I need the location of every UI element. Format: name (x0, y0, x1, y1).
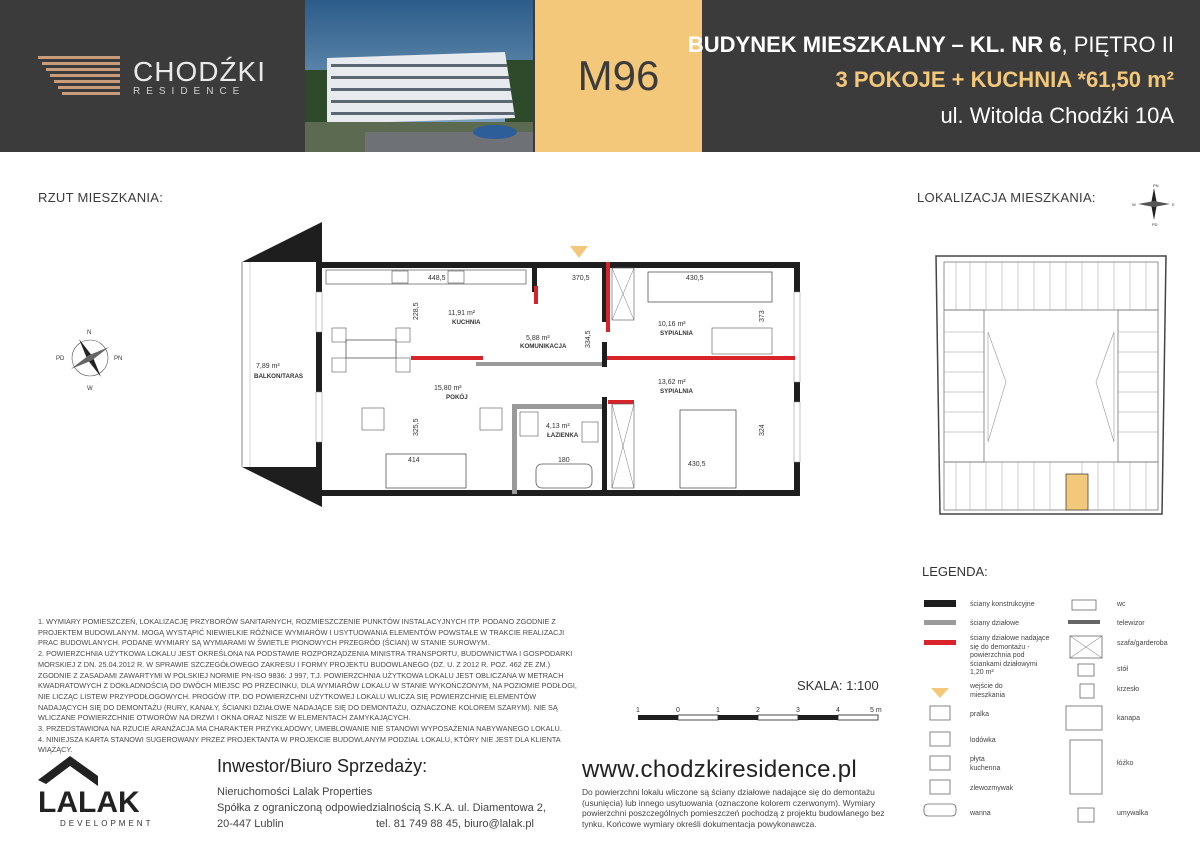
note-3: 3. PRZEDSTAWIONA NA RZUCIE ARANŻACJA MA CHARAKTER PRZYKŁADOWY, UMEBLOWANIE NIE STANOWI WYPOSAŻENIA NABYWANEGO LOKALU. (38, 724, 562, 734)
building-floor: , PIĘTRO II (1061, 32, 1174, 57)
developer-logo-text: LALAK (38, 786, 140, 819)
scale-tick-6: 5 m (870, 707, 882, 714)
compass-small-label-north: PN (1153, 183, 1159, 188)
apartment-code: M96 (535, 0, 702, 152)
compass-label-w: W (87, 386, 93, 392)
scale-tick-3: 2 (756, 707, 760, 714)
legend-bathtub: wanna (970, 810, 991, 817)
investor-title: Inwestor/Biuro Sprzedaży: (217, 756, 428, 776)
header-bar (0, 0, 1200, 152)
company-city: 20-447 Lublin (217, 818, 284, 830)
company-name: Nieruchomości Lalak Properties (217, 786, 373, 798)
scale-label: SKALA: 1:100 (797, 678, 879, 693)
legend-chair: krzesło (1117, 686, 1140, 693)
scale-bar (630, 703, 890, 729)
note-2: 2. POWIERZCHNIA UŻYTKOWA LOKALU JEST OKREŚLONA NA PODSTAWIE ROZPORZĄDZENIA MINISTRA TRANSPORTU, BUDOWNICTWA I GOSPODARKI MORSKIEJ Z DN. 25.04.2012 R. W SPRAWIE SZCZEGÓŁOWEGO ZAKRESU I FORMY PROJEKTU BUDOWLANEGO (DZ. U. Z 2012 R. POZ. 462 ZE ZM.) ZGODNIE Z ZASADAMI ZAWARTYMI W POLSKIEJ NORMIE PN-ISO 9836: J 997, T.J. POWIERZCHNIA UŻYTKOWA LOKALU JEST OBLICZANA W METRACH KWADRATOWYCH Z DOKŁADNOŚCIĄ DO DWÓCH MIEJSC PO PRZECINKU, DLA WYMIARÓW LOKALU W STANIE WYKOŃCZONYM, NA POZIOMIE PODŁOGI, NIE LICZĄC LISTEW PRZYPODŁOGOWYCH. PROGÓW ITP. DO POWIERZCHNI UŻYTKOWEJ LOKALU WLICZA SIĘ POWIERZCHNIĘ ELEMENTÓW NADAJĄCYCH SIĘ DO DEMONTAŻU (RURY, KANAŁY, ŚCIANKI DZIAŁOWE NADAJĄCE SIĘ DO DEMONTAŻU, OZNACZONE KOLOREM SZARYM). NIE SĄ WLICZANE POWIERZCHNIE OTWORÓW NA DRZWI I OKNA ORAZ NISZE W ELEMENTACH ZAMYKAJĄCYCH. (38, 649, 577, 723)
legend-fridge: lodówka (970, 737, 996, 744)
bath-area: 4,13 m² (546, 423, 570, 430)
compass-rose (54, 322, 126, 394)
dim-228: 228,5 (413, 302, 420, 320)
legend-partition: ściany działowe (970, 620, 1020, 627)
legend-stove: płyta kuchenna (970, 756, 1001, 772)
legend-entrance: wejście do mieszkania (970, 683, 1006, 699)
legend-title: LEGENDA: (922, 564, 988, 579)
building-title (688, 32, 1174, 58)
company-line2: Spółka z ograniczoną odpowiedzialnością S.K.A. ul. Diamentowa 2, (217, 802, 546, 814)
website-link[interactable]: www.chodzkiresidence.pl (582, 756, 858, 783)
bedroom1-area: 10,16 m² (658, 321, 686, 328)
developer-logo (38, 754, 198, 830)
legend-sofa: kanapa (1117, 715, 1140, 722)
scale-tick-5: 4 (836, 707, 840, 714)
dim-414: 414 (408, 457, 420, 464)
bedroom1-name: SYPIALNIA (660, 330, 694, 337)
scale-tick-2: 1 (716, 707, 720, 714)
dim-324: 324 (759, 424, 766, 436)
legend-washbasin: umywalka (1117, 810, 1149, 817)
notes (38, 617, 584, 756)
location-map (926, 252, 1176, 518)
living-area: 15,80 m² (434, 385, 462, 392)
building-name: BUDYNEK MIESZKALNY – KL. NR 6 (687, 32, 1062, 57)
location-title: LOKALIZACJA MIESZKANIA: (917, 190, 1096, 205)
compass-label-pn: PN (114, 356, 123, 362)
hall-name: KOMUNIKACJA (520, 343, 567, 350)
kitchen-name: KUCHNIA (452, 319, 481, 326)
note-1: 1. WYMIARY POMIESZCZEŃ, LOKALIZACJĘ PRZYBORÓW SANITARNYCH, ROZMIESZCZENIE PUNKTÓW INSTALACYJNYCH ITP. PODANO ZGODNIE Z PROJEKTEM BUDOWLANYM. MOGĄ WYSTĄPIĆ NIEWIELKIE RÓŻNICE WYMIARÓW I USYTUOWANIA ELEMENTÓW POWSTAŁE W TRAKCIE REALIZACJI PRAC BUDOWLANYCH. PODANE WYMIARY SĄ WYMIARAMI W ŚWIETLE PIONOWYCH PRZEGRÓD (ŚCIAN) W STANIE SUROWYM. (38, 617, 565, 648)
compass-small-label-west: W (1132, 202, 1136, 207)
highlighted-unit (1066, 474, 1088, 510)
dim-370: 370,5 (572, 275, 590, 282)
compass-small-label-south: PD (1152, 222, 1158, 226)
scale-tick-4: 3 (796, 707, 800, 714)
legend-tv: telewizor (1117, 620, 1145, 627)
legend-structural: ściany konstrukcyjne (970, 601, 1035, 608)
logo-stripes-icon (38, 56, 120, 98)
hall-area: 5,88 m² (526, 335, 550, 342)
dim-325: 325,5 (413, 418, 420, 436)
legend-table: stół (1117, 666, 1128, 673)
scale-tick-0: 1 (636, 707, 640, 714)
plan-title: RZUT MIESZKANIA: (38, 190, 164, 205)
legend-sink: zlewozmywak (970, 785, 1014, 792)
dim-430a: 430,5 (686, 275, 704, 282)
compass-rose-small (1132, 182, 1176, 226)
dim-448: 448,5 (428, 275, 446, 282)
kitchen-area: 11,91 m² (448, 310, 476, 317)
living-name: POKÓJ (446, 394, 468, 401)
legend-washer: pralka (970, 711, 990, 718)
bath-name: ŁAZIENKA (547, 432, 579, 439)
legend-wardrobe: szafa/garderoba (1117, 640, 1168, 647)
rooms-summary: 3 POKOJE + KUCHNIA *61,50 m² (835, 67, 1174, 92)
developer-logo-sub: DEVELOPMENT (60, 819, 154, 828)
balcony-name: BALKON/TARAS (254, 373, 304, 380)
building-photo (305, 0, 533, 152)
bedroom2-name: SYPIALNIA (660, 388, 694, 395)
compass-label-pd: PD (56, 356, 65, 362)
brand-sub: RESIDENCE (133, 86, 246, 97)
company-contact[interactable]: tel. 81 749 88 45, biuro@lalak.pl (376, 818, 534, 830)
legend-removable: ściany działowe nadające się do demontażu - powierzchnia pod ściankami działowymi 1,20 m² (970, 635, 1050, 676)
legend-symbols (922, 590, 1122, 830)
brand-logo (0, 0, 300, 152)
note-4: 4. NINIEJSZA KARTA STANOWI SUGEROWANY PRZEZ PROJEKTANTA W PROJEKCIE BUDOWLANYM PODZIAŁ LOKALU, KTÓRY NIE JEST DLA KLIENTA WIĄŻĄCY. (38, 734, 561, 755)
address: ul. Witolda Chodźki 10A (940, 103, 1174, 128)
balcony-area: 7,89 m² (256, 363, 280, 370)
brand-name: CHODŹKI (133, 56, 266, 87)
dim-430b: 430,5 (688, 461, 706, 468)
compass-small-label-east: E (1172, 202, 1175, 207)
dim-334: 334,5 (585, 330, 592, 348)
website-note: Do powierzchni lokalu wliczone są ściany działowe nadające się do demontażu (usunięcia) lub innego usytuowania (oznaczone kolorem czerwonym). Wymiary powierzchni poszczególnych pomieszczeń pochodzą z projektu budowlanego bez tynku. Końcowe wymiary określi dokumentacja powykonawcza. (582, 787, 885, 829)
legend-bed: łóżko (1117, 760, 1134, 767)
compass-label-n: N (87, 330, 92, 336)
dim-180: 180 (558, 457, 570, 464)
floor-plan (236, 222, 806, 507)
bedroom2-area: 13,62 m² (658, 379, 686, 386)
scale-tick-1: 0 (676, 707, 680, 714)
dim-373: 373 (759, 310, 766, 322)
legend-wc: wc (1117, 601, 1126, 608)
